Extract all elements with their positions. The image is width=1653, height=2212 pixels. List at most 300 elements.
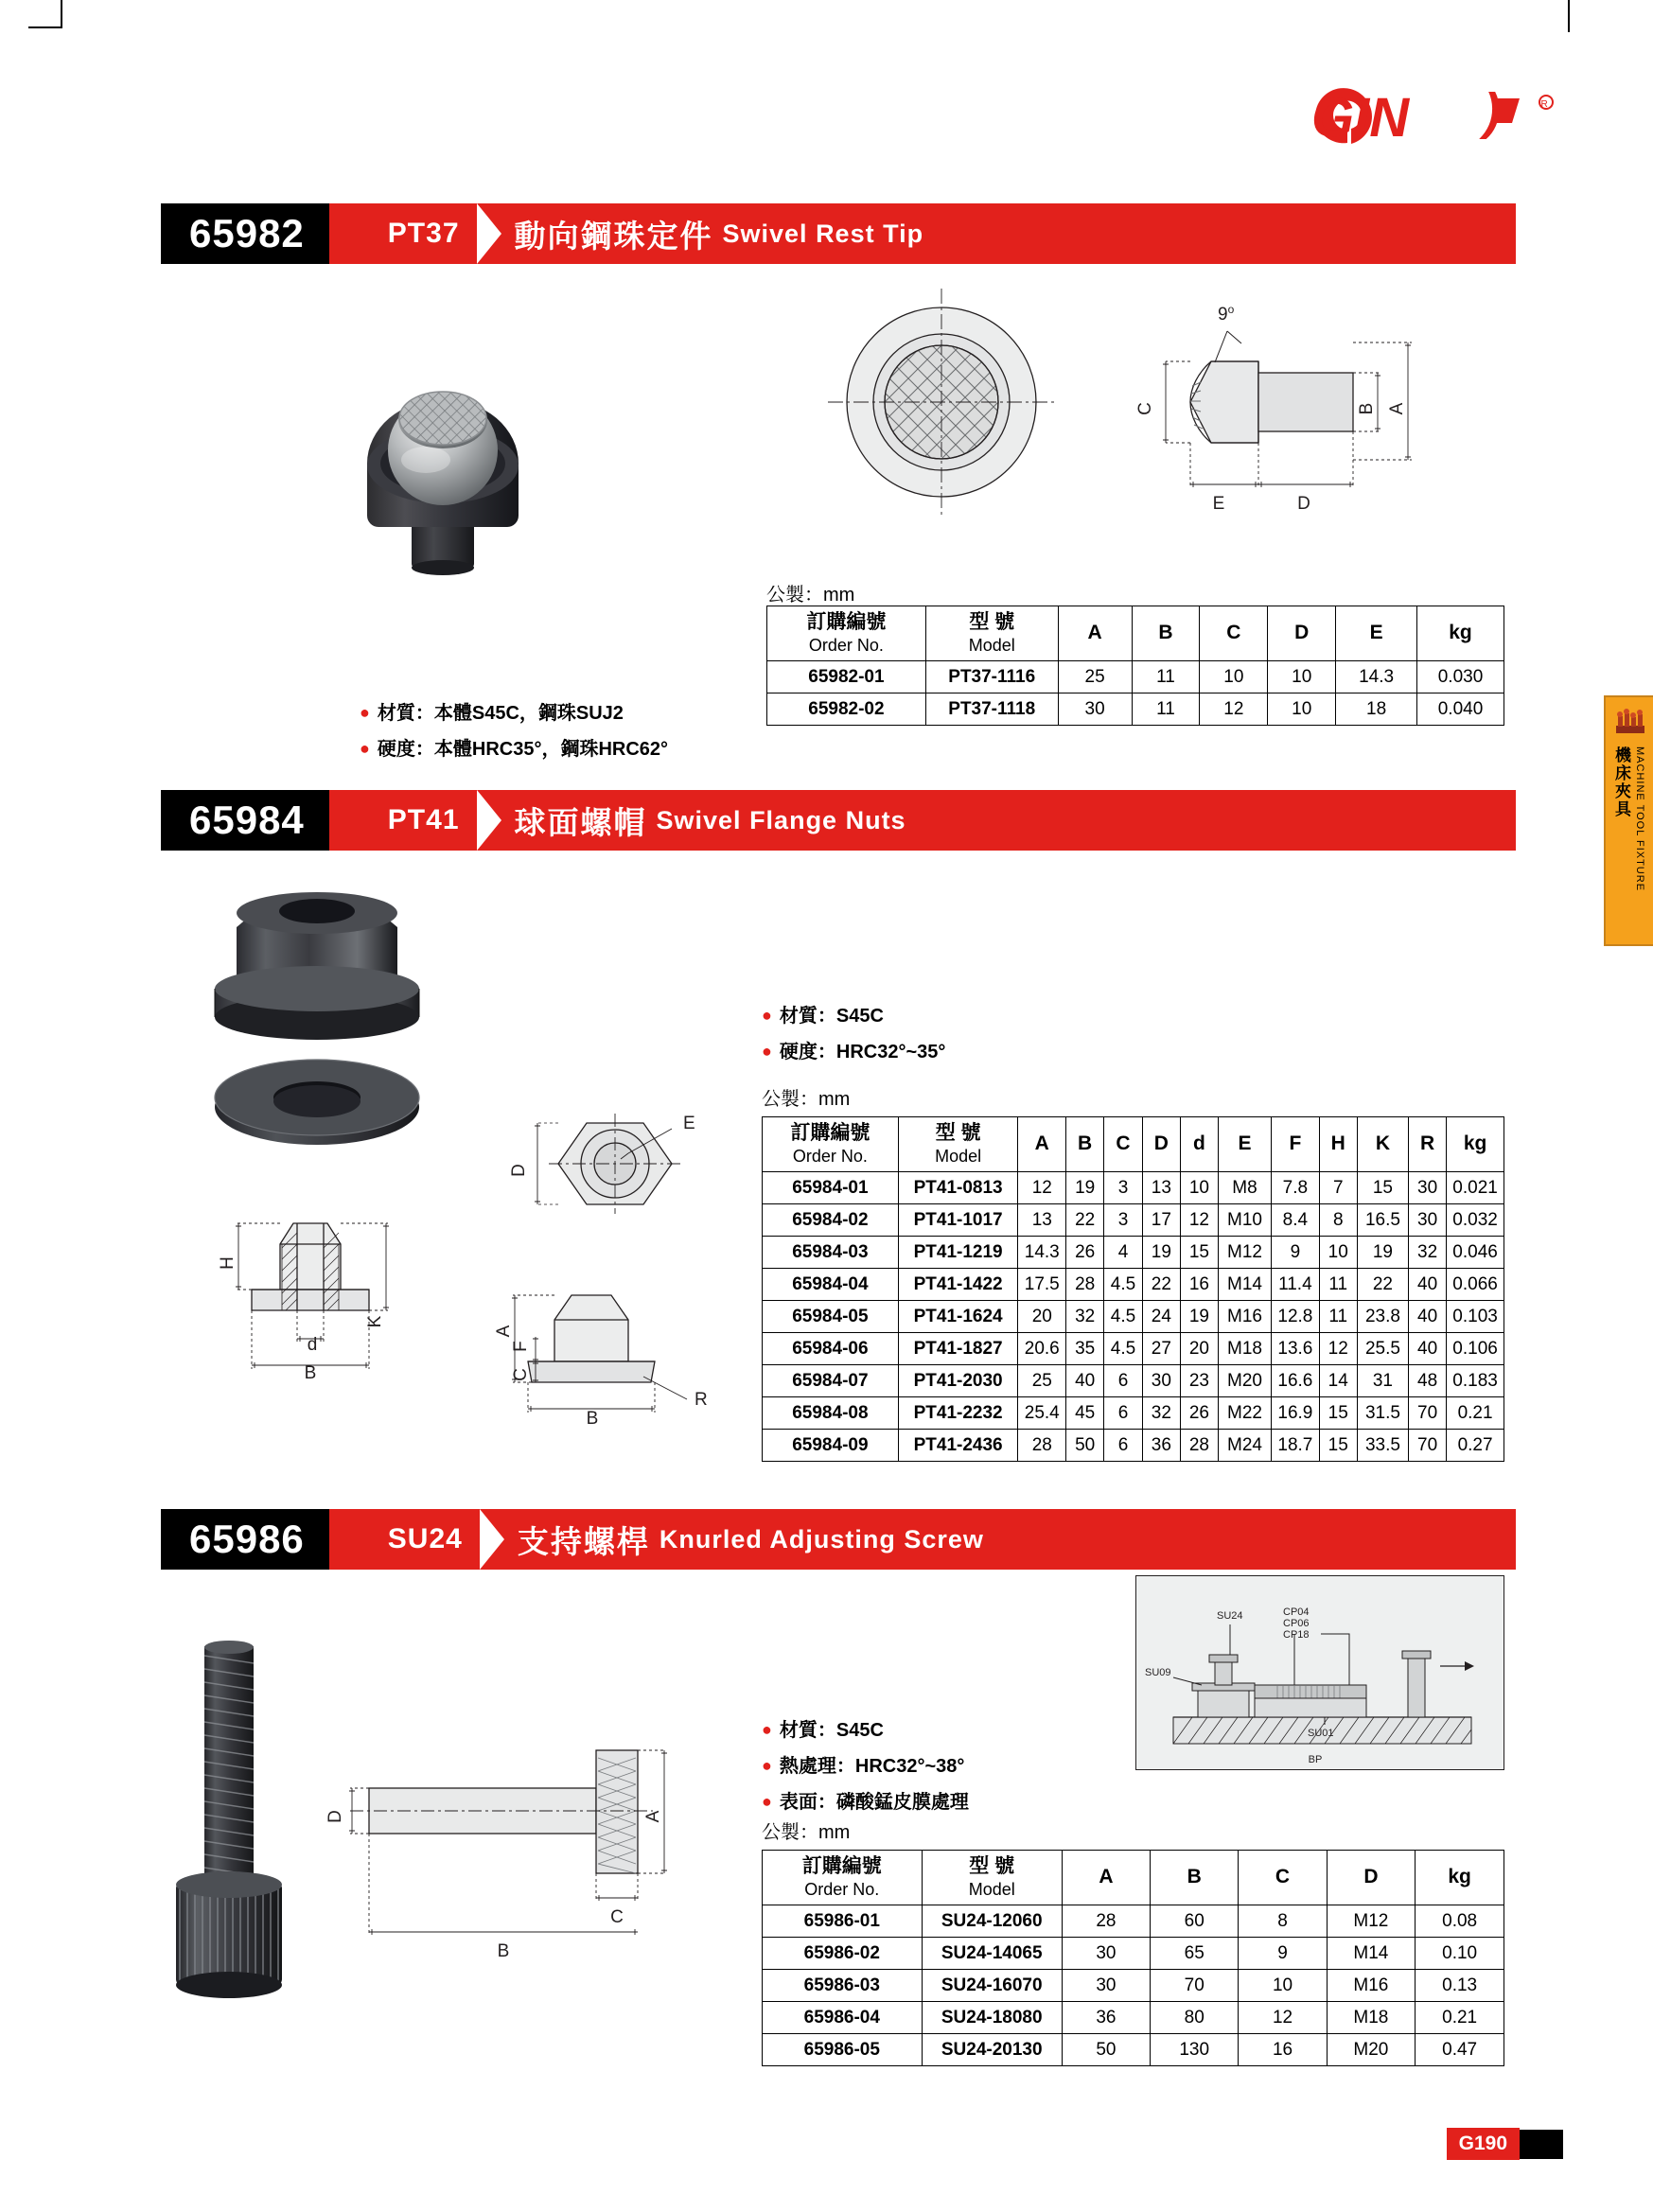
crop-mark-top-right	[1568, 0, 1570, 32]
cell-c: 12	[1200, 693, 1268, 726]
drawing-65982	[814, 274, 1438, 558]
unit-note-65982: 公製：mm	[766, 585, 855, 606]
col-d-lower: d	[1180, 1117, 1218, 1172]
cell-model: SU24-16070	[922, 1970, 1062, 2002]
spec-item: ● 材質：S45C	[762, 1006, 884, 1027]
col-k: K	[1357, 1117, 1408, 1172]
cell-c: 10	[1200, 661, 1268, 693]
svg-text:C: C	[610, 1907, 624, 1927]
cell-value: 19	[1357, 1237, 1408, 1269]
svg-text:CP18: CP18	[1283, 1629, 1310, 1641]
cell-value: 0.106	[1447, 1333, 1504, 1365]
cell-value: 30	[1142, 1365, 1180, 1397]
page-number: G190	[1447, 2128, 1520, 2160]
cell-order-no: 65986-01	[763, 1905, 923, 1938]
col-c: C	[1104, 1117, 1143, 1172]
svg-text:SU01: SU01	[1308, 1728, 1334, 1739]
cell-value: 10	[1180, 1172, 1218, 1204]
cell-a: 25	[1058, 661, 1132, 693]
cell-e: 18	[1336, 693, 1417, 726]
cell-value: 0.032	[1447, 1204, 1504, 1237]
cell-order-no: 65984-01	[763, 1172, 899, 1204]
cell-value: 16.5	[1357, 1204, 1408, 1237]
cell-model: PT41-1219	[898, 1237, 1018, 1269]
cell-order-no: 65982-02	[767, 693, 926, 726]
cell-value: 23	[1180, 1365, 1218, 1397]
cell-value: 3	[1104, 1204, 1143, 1237]
drawing-65984	[142, 1102, 766, 1462]
col-model: 型 號 Model	[925, 606, 1058, 661]
cell-value: 12	[1319, 1333, 1357, 1365]
cell-value: 80	[1150, 2002, 1239, 2034]
cell-model: PT37-1118	[925, 693, 1058, 726]
cell-value: 3	[1104, 1172, 1143, 1204]
unit-note-65986: 公製：mm	[762, 1822, 851, 1843]
cell-value: M14	[1327, 1938, 1416, 1970]
col-kg: kg	[1417, 606, 1504, 661]
svg-text:D: D	[1297, 494, 1310, 514]
cell-value: 32	[1142, 1397, 1180, 1430]
svg-text:A: A	[1387, 402, 1407, 415]
spec-list-65984	[762, 998, 945, 1070]
svg-text:A: A	[643, 1810, 663, 1823]
table-row	[763, 1269, 1504, 1301]
cell-order-no: 65984-05	[763, 1301, 899, 1333]
spec-item: ● 表面：磷酸錳皮膜處理	[762, 1792, 969, 1813]
crop-mark-top-left-v	[61, 0, 62, 28]
cell-value: 45	[1066, 1397, 1104, 1430]
table-row	[763, 2002, 1504, 2034]
col-a: A	[1062, 1851, 1150, 1905]
side-tab-label-cn: 機床夾具	[1612, 746, 1630, 818]
section-title-cn: 球面螺帽	[514, 804, 647, 840]
section-number: 65986	[161, 1509, 329, 1570]
cell-order-no: 65986-03	[763, 1970, 923, 2002]
cell-a: 30	[1058, 693, 1132, 726]
svg-text:GIN: GIN	[1311, 87, 1410, 149]
cell-value: 0.08	[1416, 1905, 1504, 1938]
table-row	[763, 1938, 1504, 1970]
cell-value: 7	[1319, 1172, 1357, 1204]
cell-model: SU24-20130	[922, 2034, 1062, 2066]
cell-value: 10	[1239, 1970, 1327, 2002]
col-model: 型 號 Model	[898, 1117, 1018, 1172]
section-code: PT37	[387, 218, 460, 249]
side-tab-machine-tool-fixture[interactable]	[1604, 695, 1653, 946]
table-row	[763, 1970, 1504, 2002]
svg-text:F: F	[511, 1341, 531, 1352]
cell-value: 0.21	[1447, 1397, 1504, 1430]
section-title-en: Swivel Flange Nuts	[656, 805, 906, 834]
section-number: 65984	[161, 790, 329, 851]
footer-black-block	[1520, 2130, 1563, 2159]
cell-value: 11.4	[1272, 1269, 1320, 1301]
cell-value: 6	[1104, 1365, 1143, 1397]
col-a: A	[1018, 1117, 1066, 1172]
table-row	[763, 1430, 1504, 1462]
cell-kg: 0.030	[1417, 661, 1504, 693]
svg-text:): )	[1484, 83, 1501, 140]
cell-value: 0.27	[1447, 1430, 1504, 1462]
cell-model: PT41-1827	[898, 1333, 1018, 1365]
cell-model: PT37-1116	[925, 661, 1058, 693]
cell-value: 20.6	[1018, 1333, 1066, 1365]
cell-value: 28	[1180, 1430, 1218, 1462]
table-row	[763, 1397, 1504, 1430]
cell-value: 0.13	[1416, 1970, 1504, 2002]
col-a: A	[1058, 606, 1132, 661]
cell-order-no: 65984-04	[763, 1269, 899, 1301]
col-b: B	[1132, 606, 1200, 661]
cell-value: 36	[1062, 2002, 1150, 2034]
svg-text:SU24: SU24	[1217, 1610, 1243, 1622]
spec-table-65986	[762, 1850, 1504, 2066]
spec-list-65982	[360, 695, 668, 767]
col-f: F	[1272, 1117, 1320, 1172]
page-footer	[1447, 2128, 1563, 2160]
cell-value: M14	[1218, 1269, 1271, 1301]
cell-value: 14	[1319, 1365, 1357, 1397]
table-row	[763, 1204, 1504, 1237]
cell-value: 0.046	[1447, 1237, 1504, 1269]
svg-text:A: A	[494, 1325, 514, 1338]
table-row	[763, 1172, 1504, 1204]
cell-value: 70	[1150, 1970, 1239, 2002]
cell-order-no: 65984-09	[763, 1430, 899, 1462]
svg-text:B: B	[586, 1409, 599, 1429]
svg-text:E: E	[683, 1114, 695, 1133]
cell-value: 31.5	[1357, 1397, 1408, 1430]
cell-value: 17	[1142, 1204, 1180, 1237]
svg-text:CP06: CP06	[1283, 1618, 1310, 1629]
svg-text:d: d	[307, 1335, 318, 1355]
col-h: H	[1319, 1117, 1357, 1172]
svg-text:D: D	[325, 1810, 345, 1823]
cell-value: 30	[1409, 1172, 1447, 1204]
cell-value: 30	[1062, 1970, 1150, 2002]
cell-value: 12	[1018, 1172, 1066, 1204]
svg-text:R: R	[1540, 99, 1548, 110]
cell-value: 0.066	[1447, 1269, 1504, 1301]
cell-value: 30	[1409, 1204, 1447, 1237]
section-code: PT41	[387, 804, 460, 835]
spec-item: ● 材質：S45C	[762, 1720, 884, 1741]
table-header-row	[763, 1851, 1504, 1905]
chevron-separator-icon	[477, 790, 501, 851]
cell-value: M24	[1218, 1430, 1271, 1462]
cell-value: M16	[1327, 1970, 1416, 2002]
cell-d: 10	[1268, 661, 1336, 693]
svg-text:9o: 9$^o$	[1218, 303, 1235, 325]
svg-text:BP: BP	[1308, 1754, 1323, 1765]
cell-value: 19	[1180, 1301, 1218, 1333]
cell-model: PT41-1017	[898, 1204, 1018, 1237]
cell-value: 7.8	[1272, 1172, 1320, 1204]
cell-value: 19	[1142, 1237, 1180, 1269]
spec-table-65982	[766, 606, 1504, 726]
cell-value: 28	[1018, 1430, 1066, 1462]
cell-value: 25	[1018, 1365, 1066, 1397]
cell-order-no: 65986-04	[763, 2002, 923, 2034]
svg-text:CP04: CP04	[1283, 1606, 1310, 1618]
cell-value: 22	[1357, 1269, 1408, 1301]
cell-value: 50	[1066, 1430, 1104, 1462]
cell-value: 8	[1239, 1905, 1327, 1938]
cell-value: 48	[1409, 1365, 1447, 1397]
product-photo-65986	[161, 1627, 303, 2025]
col-c: C	[1200, 606, 1268, 661]
spec-table-65984	[762, 1116, 1504, 1462]
col-e: E	[1336, 606, 1417, 661]
cell-value: 18.7	[1272, 1430, 1320, 1462]
cell-value: M10	[1218, 1204, 1271, 1237]
cell-value: 13.6	[1272, 1333, 1320, 1365]
cell-value: 70	[1409, 1397, 1447, 1430]
cell-model: SU24-18080	[922, 2002, 1062, 2034]
cell-order-no: 65986-02	[763, 1938, 923, 1970]
cell-value: 8	[1319, 1204, 1357, 1237]
cell-value: 6	[1104, 1430, 1143, 1462]
section-title-cn: 動向鋼珠定件	[514, 218, 713, 254]
crop-mark-top-left	[28, 26, 62, 28]
cell-model: SU24-12060	[922, 1905, 1062, 1938]
cell-value: 10	[1319, 1237, 1357, 1269]
table-row	[763, 2034, 1504, 2066]
cell-value: 19	[1066, 1172, 1104, 1204]
cell-value: 0.183	[1447, 1365, 1504, 1397]
section-title-en: Swivel Rest Tip	[722, 219, 924, 248]
cell-value: 11	[1319, 1269, 1357, 1301]
cell-model: PT41-2232	[898, 1397, 1018, 1430]
cell-value: 130	[1150, 2034, 1239, 2066]
cell-value: 16	[1180, 1269, 1218, 1301]
bullet-dot-icon: ●	[762, 1006, 772, 1025]
cell-value: 12.8	[1272, 1301, 1320, 1333]
spec-item: ● 硬度：本體HRC35°，鋼珠HRC62°	[360, 739, 669, 760]
cell-value: 13	[1018, 1204, 1066, 1237]
table-header-row	[763, 1117, 1504, 1172]
section-header-65986	[161, 1509, 1516, 1570]
svg-text:D: D	[509, 1164, 529, 1177]
cell-value: 31	[1357, 1365, 1408, 1397]
product-photo-65982	[312, 350, 596, 634]
cell-value: 8.4	[1272, 1204, 1320, 1237]
table-row	[763, 1905, 1504, 1938]
cell-d: 10	[1268, 693, 1336, 726]
col-kg: kg	[1416, 1851, 1504, 1905]
bullet-dot-icon: ●	[762, 1720, 772, 1739]
spec-item: ● 硬度：HRC32°~35°	[762, 1042, 946, 1062]
cell-order-no: 65982-01	[767, 661, 926, 693]
cell-value: 15	[1319, 1397, 1357, 1430]
cell-value: 0.21	[1416, 2002, 1504, 2034]
chevron-separator-icon	[480, 1509, 504, 1570]
col-d: D	[1327, 1851, 1416, 1905]
cell-value: 0.10	[1416, 1938, 1504, 1970]
cell-value: 4	[1104, 1237, 1143, 1269]
svg-text:E: E	[1212, 494, 1225, 514]
cell-value: 32	[1066, 1301, 1104, 1333]
cell-value: M8	[1218, 1172, 1271, 1204]
bullet-dot-icon: ●	[762, 1756, 772, 1775]
cell-value: 35	[1066, 1333, 1104, 1365]
svg-text:B: B	[497, 1941, 510, 1961]
cell-value: 50	[1062, 2034, 1150, 2066]
brand-logo	[1308, 83, 1563, 151]
cell-value: 20	[1018, 1301, 1066, 1333]
application-drawing-65986	[1135, 1575, 1504, 1793]
col-d-upper: D	[1142, 1117, 1180, 1172]
cell-value: 60	[1150, 1905, 1239, 1938]
table-header-row	[767, 606, 1504, 661]
col-order-no: 訂購編號 Order No.	[767, 606, 926, 661]
cell-value: 28	[1062, 1905, 1150, 1938]
svg-text:C: C	[1135, 402, 1155, 415]
cell-order-no: 65984-03	[763, 1237, 899, 1269]
unit-note-65984: 公製：mm	[762, 1089, 851, 1110]
cell-value: 23.8	[1357, 1301, 1408, 1333]
cell-order-no: 65984-02	[763, 1204, 899, 1237]
cell-kg: 0.040	[1417, 693, 1504, 726]
spec-item: ● 熱處理：HRC32°~38°	[762, 1756, 965, 1777]
col-order-no: 訂購編號 Order No.	[763, 1851, 923, 1905]
col-c: C	[1239, 1851, 1327, 1905]
cell-order-no: 65986-05	[763, 2034, 923, 2066]
cell-model: PT41-0813	[898, 1172, 1018, 1204]
cell-value: 28	[1066, 1269, 1104, 1301]
cell-value: 9	[1272, 1237, 1320, 1269]
col-order-no: 訂購編號 Order No.	[763, 1117, 899, 1172]
cell-value: 70	[1409, 1430, 1447, 1462]
cell-value: 4.5	[1104, 1269, 1143, 1301]
side-tab-label-en: MACHINE TOOL FIXTURE	[1634, 746, 1645, 892]
col-r: R	[1409, 1117, 1447, 1172]
cell-value: 12	[1180, 1204, 1218, 1237]
cell-value: M12	[1218, 1237, 1271, 1269]
fixture-icon	[1614, 709, 1646, 737]
cell-value: M20	[1218, 1365, 1271, 1397]
section-number: 65982	[161, 203, 329, 264]
col-e: E	[1218, 1117, 1271, 1172]
cell-b: 11	[1132, 693, 1200, 726]
cell-model: PT41-2030	[898, 1365, 1018, 1397]
col-d: D	[1268, 606, 1336, 661]
cell-order-no: 65984-08	[763, 1397, 899, 1430]
bullet-dot-icon: ●	[360, 703, 370, 722]
table-row	[763, 1237, 1504, 1269]
section-code: SU24	[387, 1523, 463, 1554]
cell-value: 9	[1239, 1938, 1327, 1970]
spec-list-65986	[762, 1712, 969, 1820]
cell-value: 30	[1062, 1938, 1150, 1970]
cell-value: M22	[1218, 1397, 1271, 1430]
cell-value: 40	[1409, 1301, 1447, 1333]
cell-order-no: 65984-07	[763, 1365, 899, 1397]
cell-value: 0.021	[1447, 1172, 1504, 1204]
cell-value: 4.5	[1104, 1301, 1143, 1333]
cell-value: 22	[1066, 1204, 1104, 1237]
cell-value: 24	[1142, 1301, 1180, 1333]
cell-value: 20	[1180, 1333, 1218, 1365]
cell-model: PT41-1624	[898, 1301, 1018, 1333]
col-kg: kg	[1447, 1117, 1504, 1172]
cell-value: 33.5	[1357, 1430, 1408, 1462]
cell-value: M16	[1218, 1301, 1271, 1333]
cell-model: PT41-1422	[898, 1269, 1018, 1301]
table-row	[767, 661, 1504, 693]
cell-value: 26	[1066, 1237, 1104, 1269]
cell-value: 16.6	[1272, 1365, 1320, 1397]
cell-value: 4.5	[1104, 1333, 1143, 1365]
spec-item: ● 材質：本體S45C，鋼珠SUJ2	[360, 703, 624, 724]
cell-value: 14.3	[1018, 1237, 1066, 1269]
cell-value: M12	[1327, 1905, 1416, 1938]
cell-value: 6	[1104, 1397, 1143, 1430]
table-row	[763, 1365, 1504, 1397]
cell-value: 36	[1142, 1430, 1180, 1462]
cell-value: 11	[1319, 1301, 1357, 1333]
section-header-65984	[161, 790, 1516, 851]
cell-order-no: 65984-06	[763, 1333, 899, 1365]
cell-model: PT41-2436	[898, 1430, 1018, 1462]
cell-value: 27	[1142, 1333, 1180, 1365]
col-b: B	[1066, 1117, 1104, 1172]
cell-value: 15	[1357, 1172, 1408, 1204]
cell-value: 0.103	[1447, 1301, 1504, 1333]
svg-text:R: R	[695, 1390, 708, 1410]
cell-value: 65	[1150, 1938, 1239, 1970]
section-header-65982	[161, 203, 1516, 264]
svg-text:K: K	[365, 1315, 385, 1328]
section-title-cn: 支持螺桿	[517, 1523, 650, 1559]
cell-value: M18	[1327, 2002, 1416, 2034]
svg-text:SU09: SU09	[1145, 1667, 1171, 1678]
cell-value: 16	[1239, 2034, 1327, 2066]
svg-text:C: C	[511, 1368, 531, 1381]
cell-value: M20	[1327, 2034, 1416, 2066]
table-row	[763, 1301, 1504, 1333]
section-title-en: Knurled Adjusting Screw	[659, 1524, 984, 1554]
cell-value: 16.9	[1272, 1397, 1320, 1430]
cell-value: 0.47	[1416, 2034, 1504, 2066]
cell-value: 13	[1142, 1172, 1180, 1204]
cell-value: M18	[1218, 1333, 1271, 1365]
cell-value: 17.5	[1018, 1269, 1066, 1301]
cell-value: 40	[1066, 1365, 1104, 1397]
bullet-dot-icon: ●	[360, 739, 370, 758]
cell-value: 40	[1409, 1333, 1447, 1365]
cell-value: 40	[1409, 1269, 1447, 1301]
cell-value: 26	[1180, 1397, 1218, 1430]
svg-text:H: H	[218, 1256, 237, 1270]
bullet-dot-icon: ●	[762, 1042, 772, 1061]
col-model: 型 號 Model	[922, 1851, 1062, 1905]
cell-value: 22	[1142, 1269, 1180, 1301]
svg-text:B: B	[304, 1363, 317, 1383]
bullet-dot-icon: ●	[762, 1792, 772, 1811]
cell-value: 12	[1239, 2002, 1327, 2034]
cell-e: 14.3	[1336, 661, 1417, 693]
col-b: B	[1150, 1851, 1239, 1905]
drawing-65986	[293, 1712, 747, 1987]
cell-value: 25.4	[1018, 1397, 1066, 1430]
cell-model: SU24-14065	[922, 1938, 1062, 1970]
cell-value: 25.5	[1357, 1333, 1408, 1365]
cell-value: 15	[1180, 1237, 1218, 1269]
table-row	[767, 693, 1504, 726]
table-row	[763, 1333, 1504, 1365]
svg-text:B: B	[1357, 402, 1377, 415]
